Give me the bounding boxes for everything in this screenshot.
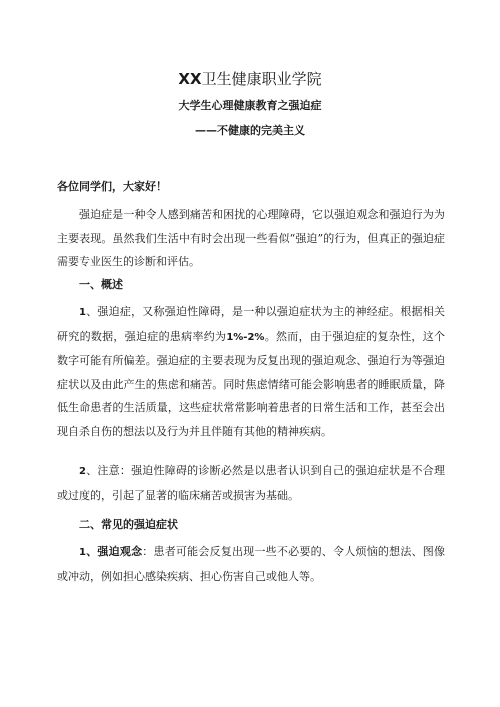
section-1-paragraph-2	[57, 459, 445, 507]
document-subtitle: 大学生心理健康教育之强迫症	[178, 99, 322, 112]
prevalence-rate: 1%-2%	[226, 331, 265, 343]
intro-paragraph: 强迫症是一种令人感到痛苦和困扰的心理障碍，它以强迫观念和强迫行为为主要表现。虽然我们生活中有时会出现一些看似“强迫”的行为，但真正的强迫症需要专业医生的诊断和评估。	[57, 208, 445, 268]
title-prefix: XX	[178, 70, 202, 88]
title-rest: 卫生健康职业学院	[201, 70, 322, 88]
document-title	[0, 70, 500, 88]
paragraph-text: 、强迫症，又称强迫性障碍，是一种以强迫症状为主的神经症。根据相关研究的数据，强迫症的患病率约为	[57, 305, 445, 343]
document-subtitle-secondary: ——不健康的完美主义	[195, 124, 305, 137]
paragraph-text: ：患者可能会反复出现一些不必要的、令人烦恼的想法、图像或冲动，例如担心感染疾病、担心伤害自己或他人等。	[57, 545, 446, 583]
paragraph-text: 、注意：强迫性障碍的诊断必然是以患者认识到自己的强迫症状是不合理或过度的，引起了显著的临床痛苦或损害为基础。	[57, 464, 445, 502]
item-number: 2	[79, 466, 86, 477]
section-2-heading: 二、常见的强迫症状	[79, 518, 178, 531]
section-1-paragraph-1	[57, 300, 445, 443]
symptom-term: 、强迫观念	[85, 545, 143, 558]
section-1-heading: 一、概述	[79, 278, 123, 291]
greeting: 各位同学们，大家好！	[57, 180, 167, 193]
section-2-paragraph-1	[57, 540, 445, 588]
paragraph-text: 。然而，由于强迫症的复杂性，这个数字可能有所偏差。强迫症的主要表现为反复出现的强迫观念、强迫行为等强迫症状以及由此产生的焦虑和痛苦。同时焦虑情绪可能会影响患者的睡眠质量，降低生命患者的生活质量，这些症状常常影响着患者的日常生活和工作，甚至会出现自杀自伤的想法以及行为并且伴随有其他的精神疾病。	[57, 329, 446, 438]
item-number: 1	[79, 547, 86, 558]
item-number: 1	[79, 307, 86, 318]
